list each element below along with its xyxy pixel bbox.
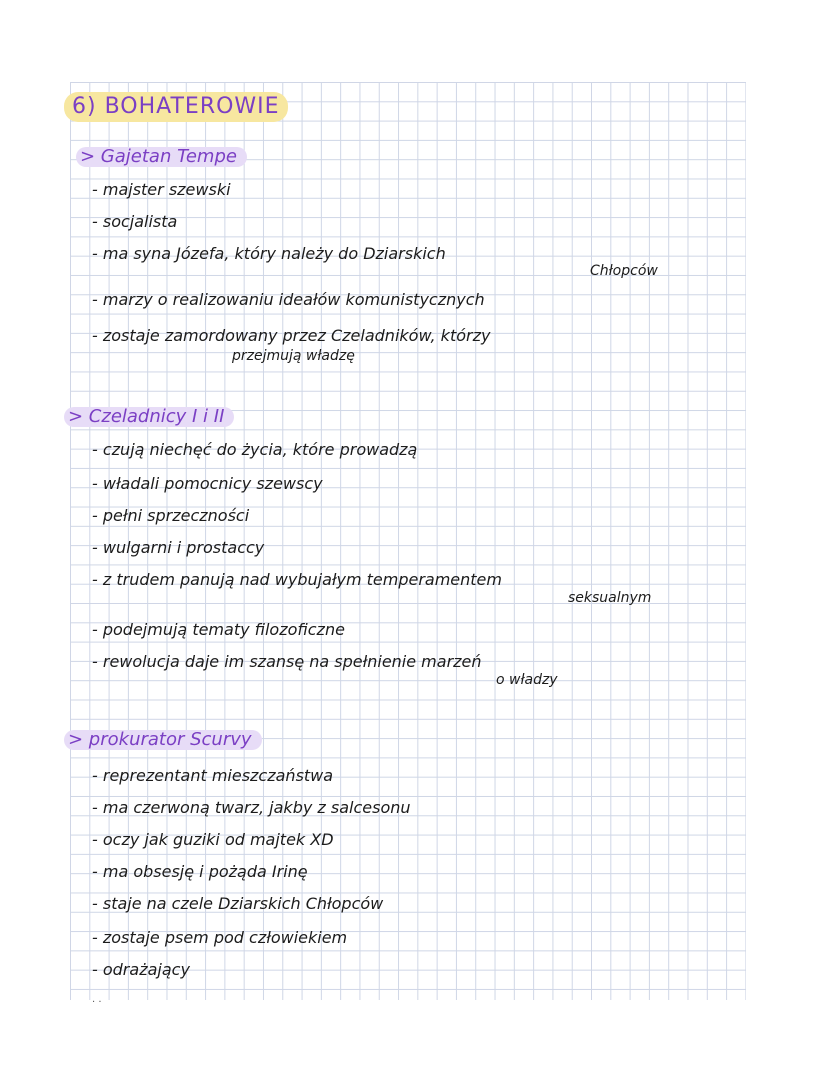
section-heading-czeladnicy: > Czeladnicy I i II (64, 407, 234, 427)
list-item: - oczy jak guziki od majtek XD (92, 830, 334, 849)
list-item: - marzy o realizowaniu ideałów komunistycznych (92, 290, 485, 309)
section-heading-tempe: > Gajetan Tempe (76, 147, 247, 167)
list-item: - majster szewski (92, 180, 231, 199)
list-item: - odrażający (92, 960, 190, 979)
list-item: - władali pomocnicy szewscy (92, 474, 323, 493)
list-item: - ma syna Józefa, który należy do Dziarskich (92, 244, 446, 263)
list-item-continuation: o władzy (496, 672, 558, 688)
list-item: - z trudem panują nad wybujałym temperamentem (92, 570, 502, 589)
list-item: - wulgarni i prostaccy (92, 538, 265, 557)
margin-mark: . . (92, 994, 102, 1005)
list-item-continuation: seksualnym (568, 590, 652, 606)
list-item: - zostaje psem pod człowiekiem (92, 928, 348, 947)
list-item: - reprezentant mieszczaństwa (92, 766, 334, 785)
list-item-continuation: Chłopców (590, 263, 658, 279)
list-item: - ma czerwoną twarz, jakby z salcesonu (92, 798, 411, 817)
list-item-continuation: przejmują władzę (232, 348, 355, 364)
list-item: - zostaje zamordowany przez Czeladników, którzy (92, 326, 491, 345)
page-title: 6) BOHATEROWIE (64, 92, 288, 122)
list-item: - czują niechęć do życia, które prowadzą (92, 440, 418, 459)
list-item: - staje na czele Dziarskich Chłopców (92, 894, 384, 913)
list-item: - rewolucja daje im szansę na spełnienie marzeń (92, 652, 482, 671)
list-item: - ma obsesję i pożąda Irinę (92, 862, 308, 881)
section-heading-scurvy: > prokurator Scurvy (64, 730, 262, 750)
list-item: - socjalista (92, 212, 178, 231)
list-item: - podejmują tematy filozoficzne (92, 620, 345, 639)
list-item: - pełni sprzeczności (92, 506, 250, 525)
